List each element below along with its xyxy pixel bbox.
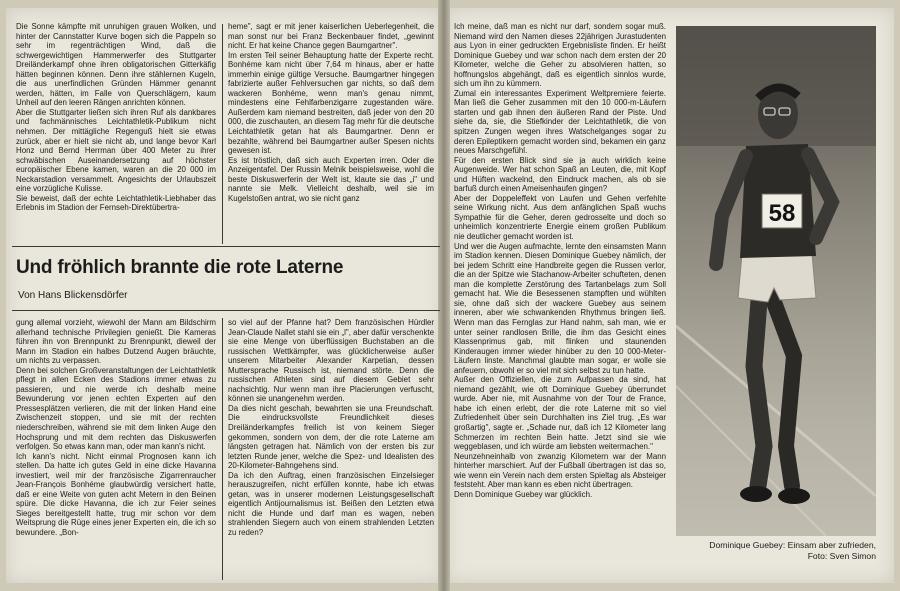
paragraph: Ich meine, daß man es nicht nur darf, sondern sogar muß. Niemand wird den Namen dieses 22jährigen Jurastudenten aus Lyon in einer gedruckten Ergebnisliste finden. Er heißt Dominique Guebey und war schon nach dem ersten der 20 Kilometer, welche die Geher zu absolvieren hatten, so hoffnungslos abgehängt, daß es eigentlich sinnlos wurde, sich um ihn zu kümmern. (454, 22, 666, 89)
paragraph: Ich kann's nicht. Nicht einmal Prognosen kann ich stellen. Da hatte ich gutes Geld in eine dicke Havanna investiert, weil mir der französische Zigarrenraucher Jean-François Bonhéme glaubwürdig versichert hatte, daß er eine Weite von guten acht Metern in den Beinen spüre. Die dicke Havanna, die ich zur Feier seines Sieges bereitgestellt hatte, trug mir schon vor dem Weitsprung die Rüge eines jener Experten ein, die ich so bewundere. „Bon- (16, 451, 216, 538)
photo-caption (676, 540, 876, 562)
paragraph: Für den ersten Blick sind sie ja auch wirklich keine Augenweide. Wer hat schon Spaß an Leuten, die, mit Kopf und Hüften wackelnd, den Eindruck machen, als ob sie barfuß durch einen Ameisenhaufen gingen? (454, 155, 666, 194)
paragraph: Aber der Doppeleffekt von Laufen und Gehen verfehlte seine Wirkung nicht. Aus dem anfänglichen Spaß wuchs Sympathie für die Geher, deren gedrosselte und doch so unheimlich konzentrierte Energie einem großen Publikum nie deutlicher gemacht worden ist. (454, 193, 666, 242)
article-column-top-2 (228, 22, 434, 244)
headline-top-rule (12, 246, 440, 247)
race-bib-number: 58 (768, 200, 796, 227)
byline: Von Hans Blickensdörfer (18, 290, 128, 301)
page-spine (438, 0, 450, 591)
headline: Und fröhlich brannte die rote Laterne (16, 257, 344, 278)
front-leg (754, 288, 764, 486)
paragraph: Aber die Stuttgarter ließen sich ihren Ruf als dankbares und fachmännisches Leichtathletik-Publikum nicht nehmen. Der mittägliche Regenguß hielt sie etwas zurück, aber er hielt sie nicht ab, und lange bevor Karl Honz und Bernd Herrman über 400 Meter zu ihrer schwäbischen Auseinandersetzung auf höchster europäischer Ebene kamen, waren an die 20 000 im Neckarstadion versammelt. Angesichts der Urlaubszeit eine vorzügliche Kulisse. (16, 107, 216, 194)
paragraph: heme", sagt er mit jener kaiserlichen Ueberlegenheit, die man sonst nur bei Franz Beckenbauer findet, „gewinnt nicht. Er hat keine Chance gegen Baumgartner". (228, 22, 434, 51)
race-walker-photo (676, 26, 876, 536)
photo-caption-text: Dominique Guebey: Einsam aber zufrieden, (709, 540, 876, 550)
walker-illustration (676, 26, 876, 536)
paragraph: Außer den Offiziellen, die zum Aufpassen da sind, hat niemand gezählt, wie oft Dominique Guebey überrundet wurde. Aber nie, mit Ausnahme von der Tour de France, habe ich einen erlebt, der die rote Laterne mit so viel Zufriedenheit über sein Durchhalten ins Ziel trug. „Es war großartig", sagte er. „Schade nur, daß ich 12 Kilometer lang Schmerzen im rechten Bein hatte. Jetzt sind sie wie weggeblasen, und ich würde am liebsten weitermachen." (454, 375, 666, 452)
article-column-top-1 (16, 22, 216, 244)
shoe (740, 486, 772, 502)
paragraph: gung allemal vorzieht, wiewohl der Mann am Bildschirm allerhand technische Privilegien genießt. Die Kameras führen ihn von Brennpunkt zu Brennpunkt, dieweil der Mann im Stadion ein halbes Dutzend Augen bräuchte, um nichts zu verpassen. (16, 318, 216, 366)
paragraph: Sie beweist, daß der echte Leichtathletik-Liebhaber das Erlebnis im Stadion der Fernseh-Direktübertra- (16, 193, 216, 213)
paragraph: Im ersten Teil seiner Behauptung hatte der Experte recht. Bonhéme kam nicht über 7,64 m hinaus, aber er hatte immerhin einige gültige Versuche. Baumgartner hingegen fabrizierte außer Fehlversuchen gar nichts, so daß dem wackeren Bonhéme, wenn man's genau nimmt, mindestens eine Fehlfarbenzigarre zugestanden wäre. Außerdem kam niemand bestreiten, daß jeder von den 20 000, die zuschauten, an diesem Tag mehr für die deutsche Leichtathletik getan hat als Baumgartner. Denn er bezahlte, während bei Baumgartner außer Spesen nichts gewesen ist. (228, 50, 434, 156)
photo-credit: Foto: Sven Simon (807, 551, 876, 561)
paragraph: Neunzehneinhalb von zwanzig Kilometern war der Mann hinterher marschiert. Auf der Fußball übertragen ist das so, wie wenn ein Verein nach dem ersten Spieltag als Absteiger feststeht. Aber man kann es eben nicht übertragen. (454, 451, 666, 490)
shoe (778, 488, 810, 504)
article-column-bottom-2 (228, 318, 434, 582)
paragraph: Und wer die Augen aufmachte, lernte den einsamsten Mann im Stadion kennen. Diesen Dominique Guebey nämlich, der bei jedem Schritt eine Handbreite gegen die Russen verlor, die an der Spitze wie Stachanow-Arbeiter schufteten, denen man die komplette Zerstörung des Tartanbelags zum Soll gemacht hat. Wie die Besessenen stampften und wühlten sie, ohne daß sich der wackere Guebey aus seinem inneren, aber wie schwankenden Rhythmus bringen ließ. Wenn man das Fernglas zur Hand nahm, sah man, wie er unter seiner randlosen Brille, die ihm das Gesicht eines Klassenprimus gab, mit flinken und staunenden Kinderaugen immer wieder hinüber zu den 10 000-Meter-Läufern linste. Manchmal glaubte man sogar, er wolle sie anfeuern, obwohl er so viel mit sich selbst zu tun hatte. (454, 241, 666, 375)
article-column-right (454, 22, 666, 562)
column-divider (222, 318, 223, 580)
back-leg (768, 286, 794, 486)
paragraph: Da ich den Auftrag, einen französischen Einzelsieger herauszugreifen, nicht erfüllen konnte, habe ich etwas getan, was in unserer modernen Leistungsgesellschaft eigentlich Antijournalismus ist. Beißen den Letzten etwa nicht die Hunde und darf man es wagen, neben strahlenden Siegern auch von einem strahlenden Letzten zu reden? (228, 470, 434, 538)
paragraph: Zumal ein interessantes Experiment Weltpremiere feierte. Man ließ die Geher zusammen mit den 10 000-m-Läufern starten und gab ihnen den äußeren Rand der Piste. Und siehe da, sie, die Stiefkinder der Leichtathletik, die von spitzen Zungen wegen ihres Watschelganges sogar zu deren Epileptikern gemacht worden sind, bekamen ein ganz neues Marschgefühl. (454, 88, 666, 156)
paragraph: Da dies nicht geschah, bewahrten sie una Freundschaft. Die eindrucksvollste Freundlichkeit dieses Dreiländerkampfes freilich ist von keinem Sieger gekommen, sondern von dem, der die rote Laterne am längsten getragen hat. Nämlich von der ersten bis zur letzten Runde jener, welche die Spez- und Idealisten des 20-Kilometer-Bahngehens sind. (228, 403, 434, 471)
column-divider (222, 24, 223, 244)
track-line (676, 326, 876, 496)
paragraph: Denn bei solchen Großveranstaltungen der Leichtathletik pflegt in allen Ecken des Stadions immer etwas zu passieren, und nie werde ich deshalb meine Bewunderung vor jenen echten Experten auf den Pressesplätzen verlieren, die mit der linken Hand eine Zwischenzeit stoppen, und sie mit der rechten niederschreiben, während sie mit dem linken Auge den Hochsprung und mit dem rechten das Diskuswerfen verfolgen. So etwas kann man, oder man kann's nicht. (16, 365, 216, 452)
paragraph: so viel auf der Pfanne hat? Dem französischen Hürdler Jean-Claude Nallet stahl sie ein „l", aber dafür verschenkte sie eine Menge von überflüssigen Buchstaben an die russischen Wettkämpfer, was glücklicherweise außer unserem Mitarbeiter Alexander Karpetian, dessen Muttersprache Russisch ist, niemand störte. Denn die russischen Athleten sind auf diesem Gebiet sehr nachsichtig. Nur wenn man ihre Placierungen verfuscht, können sie unangenehm werden. (228, 318, 434, 404)
paragraph: Es ist tröstlich, daß sich auch Experten irren. Oder die Anzeigentafel. Der Russin Melnik beispielsweise, wohl die beste Diskuswerferin der Welt ist, klaute sie das „i" und nannte sie Melk. Vielleicht deshalb, weil sie im Kugelstoßen antrat, wo sie nicht ganz (228, 155, 434, 203)
paragraph: Die Sonne kämpfte mit unruhigen grauen Wolken, und hinter der Cannstatter Kurve bogen sich die Pappeln so sehr im regenträchtigen Wind, daß die schwergewichtigen Hammerwerfer des Stuttgarter Dreiländerkampf ohne ihren obligatorischen Gitterkäfig hätten beginnen können. Denn ihre stählernen Kugeln, die aus unerfindlichen Gründen Hämmer genannt werden, hätten, im Falle von Querschlägern, kaum Unheil auf den leeren Rängen anrichten können. (16, 22, 216, 108)
article-column-bottom-1 (16, 318, 216, 582)
shorts (738, 254, 816, 302)
paragraph: Denn Dominique Guebey war glücklich. (454, 489, 593, 499)
headline-bottom-rule (12, 310, 440, 311)
